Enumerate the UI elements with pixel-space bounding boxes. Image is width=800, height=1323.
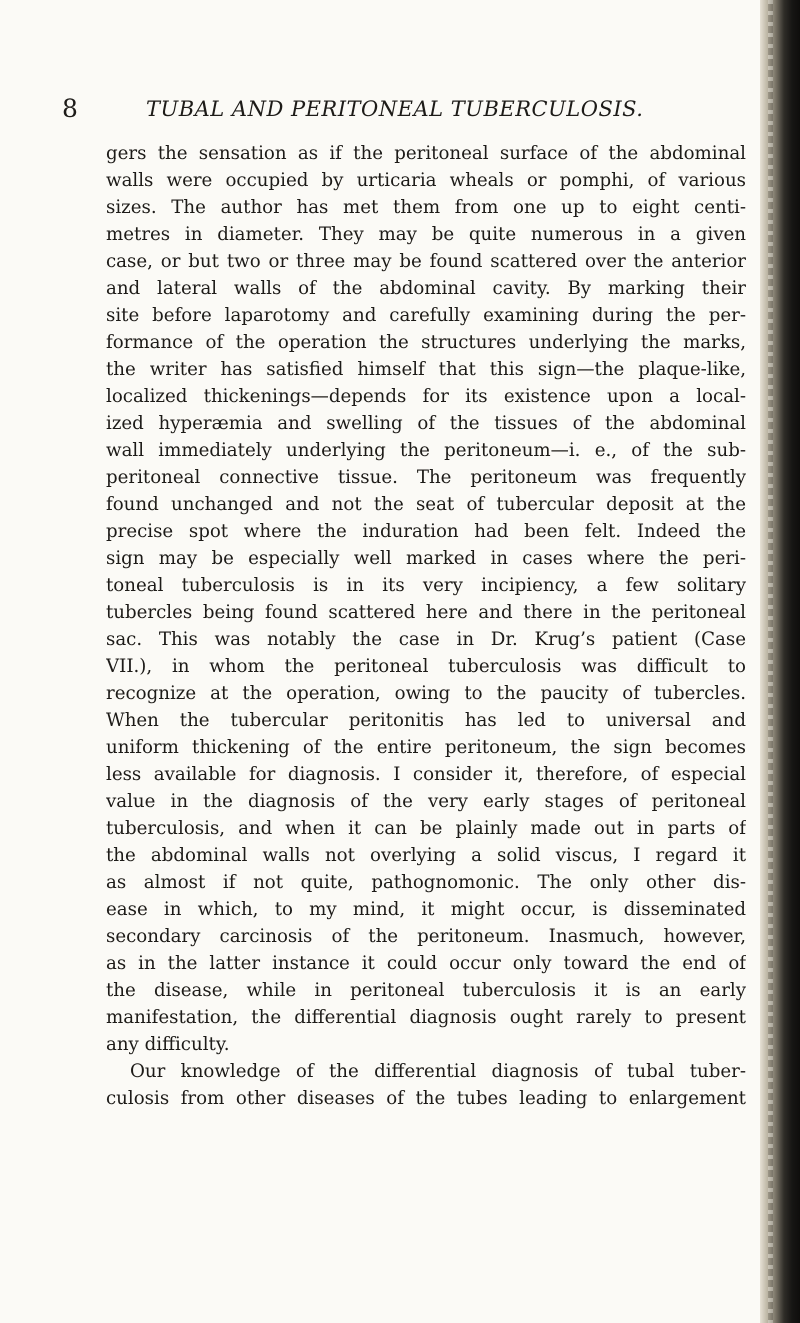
text-line: wall immediately underlying the peritoneum—i. e., of the sub-: [106, 440, 746, 461]
text-line: the disease, while in peritoneal tuberculosis it is an early: [106, 980, 746, 1001]
text-line: value in the diagnosis of the very early stages of peritoneal: [106, 791, 746, 812]
binding-edge: [760, 0, 800, 1323]
page-number: 8: [62, 94, 78, 123]
text-line: secondary carcinosis of the peritoneum. Inasmuch, however,: [106, 926, 746, 947]
running-head: [62, 92, 682, 126]
text-line: manifestation, the differential diagnosis ought rarely to present: [106, 1007, 746, 1028]
text-line: tuberculosis, and when it can be plainly made out in parts of: [106, 818, 746, 839]
text-line: sac. This was notably the case in Dr. Krug’s patient (Case: [106, 629, 746, 650]
text-line: walls were occupied by urticaria wheals or pomphi, of various: [106, 170, 746, 191]
text-line: site before laparotomy and carefully examining during the per-: [106, 305, 746, 326]
text-line: culosis from other diseases of the tubes leading to enlargement: [106, 1088, 746, 1109]
text-line: as almost if not quite, pathognomonic. The only other dis-: [106, 872, 746, 893]
text-line: less available for diagnosis. I consider it, therefore, of especial: [106, 764, 746, 785]
text-line: ized hyperæmia and swelling of the tissues of the abdominal: [106, 413, 746, 434]
text-line: found unchanged and not the seat of tubercular deposit at the: [106, 494, 746, 515]
text-line: When the tubercular peritonitis has led to universal and: [106, 710, 746, 731]
text-line: peritoneal connective tissue. The peritoneum was frequently: [106, 467, 746, 488]
text-line: Our knowledge of the differential diagnosis of tubal tuber-: [130, 1061, 746, 1082]
text-line: uniform thickening of the entire peritoneum, the sign becomes: [106, 737, 746, 758]
text-line: as in the latter instance it could occur only toward the end of: [106, 953, 746, 974]
text-line: localized thickenings—depends for its existence upon a local-: [106, 386, 746, 407]
text-line: ease in which, to my mind, it might occur, is disseminated: [106, 899, 746, 920]
body-text: [106, 140, 746, 1112]
running-title: TUBAL AND PERITONEAL TUBERCULOSIS.: [146, 97, 644, 121]
text-line: recognize at the operation, owing to the paucity of tubercles.: [106, 683, 746, 704]
text-line: gers the sensation as if the peritoneal surface of the abdominal: [106, 143, 746, 164]
text-line: VII.), in whom the peritoneal tuberculosis was difficult to: [106, 656, 746, 677]
text-line: precise spot where the induration had been felt. Indeed the: [106, 521, 746, 542]
text-line: metres in diameter. They may be quite numerous in a given: [106, 224, 746, 245]
text-line: and lateral walls of the abdominal cavity. By marking their: [106, 278, 746, 299]
text-line: toneal tuberculosis is in its very incipiency, a few solitary: [106, 575, 746, 596]
text-line: the writer has satisfied himself that this sign—the plaque-like,: [106, 359, 746, 380]
text-line: case, or but two or three may be found scattered over the anterior: [106, 251, 746, 272]
text-line: formance of the operation the structures underlying the marks,: [106, 332, 746, 353]
text-line: any difficulty.: [106, 1034, 230, 1055]
text-line: the abdominal walls not overlying a solid viscus, I regard it: [106, 845, 746, 866]
text-line: sizes. The author has met them from one up to eight centi-: [106, 197, 746, 218]
text-line: tubercles being found scattered here and there in the peritoneal: [106, 602, 746, 623]
text-line: sign may be especially well marked in cases where the peri-: [106, 548, 746, 569]
